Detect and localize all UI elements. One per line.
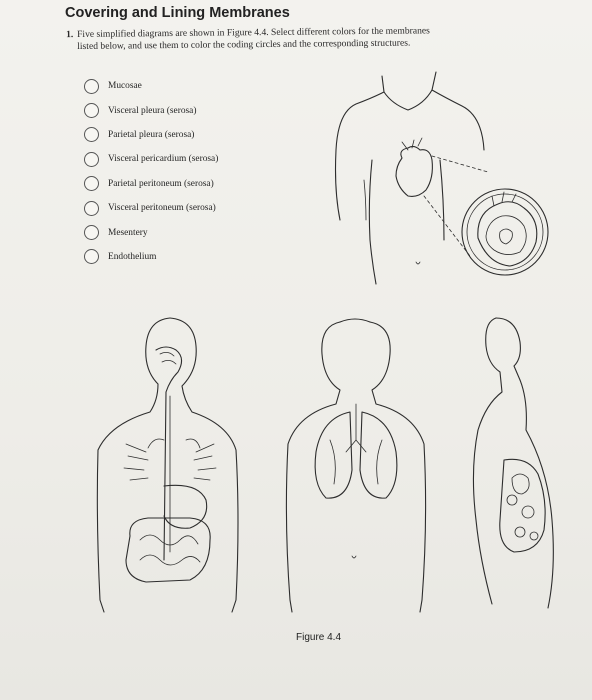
figure-caption: Figure 4.4 <box>296 632 342 643</box>
legend-label: Visceral pleura (serosa) <box>108 105 197 116</box>
heart-torso-diagram <box>336 72 549 284</box>
question-text-line-2: listed below, and use them to color the coding circles and the corresponding structures. <box>77 37 411 52</box>
question-text-line-1: Five simplified diagrams are shown in Figure 4.4. Select different colors for the membranes <box>77 25 430 40</box>
question-number: 1. <box>66 29 74 41</box>
legend-label: Endothelium <box>108 251 157 262</box>
legend-label: Visceral peritoneum (serosa) <box>108 203 216 214</box>
legend-label: Parietal pleura (serosa) <box>108 129 195 140</box>
legend-label: Mucosae <box>108 81 142 92</box>
digestive-tract-diagram <box>97 318 238 612</box>
legend-label: Mesentery <box>108 227 148 238</box>
legend-label: Parietal peritoneum (serosa) <box>108 178 214 189</box>
lungs-diagram <box>286 319 425 612</box>
abdomen-side-diagram <box>473 318 553 608</box>
page-title: Covering and Lining Membranes <box>65 5 290 21</box>
legend-label: Visceral pericardium (serosa) <box>108 154 219 165</box>
